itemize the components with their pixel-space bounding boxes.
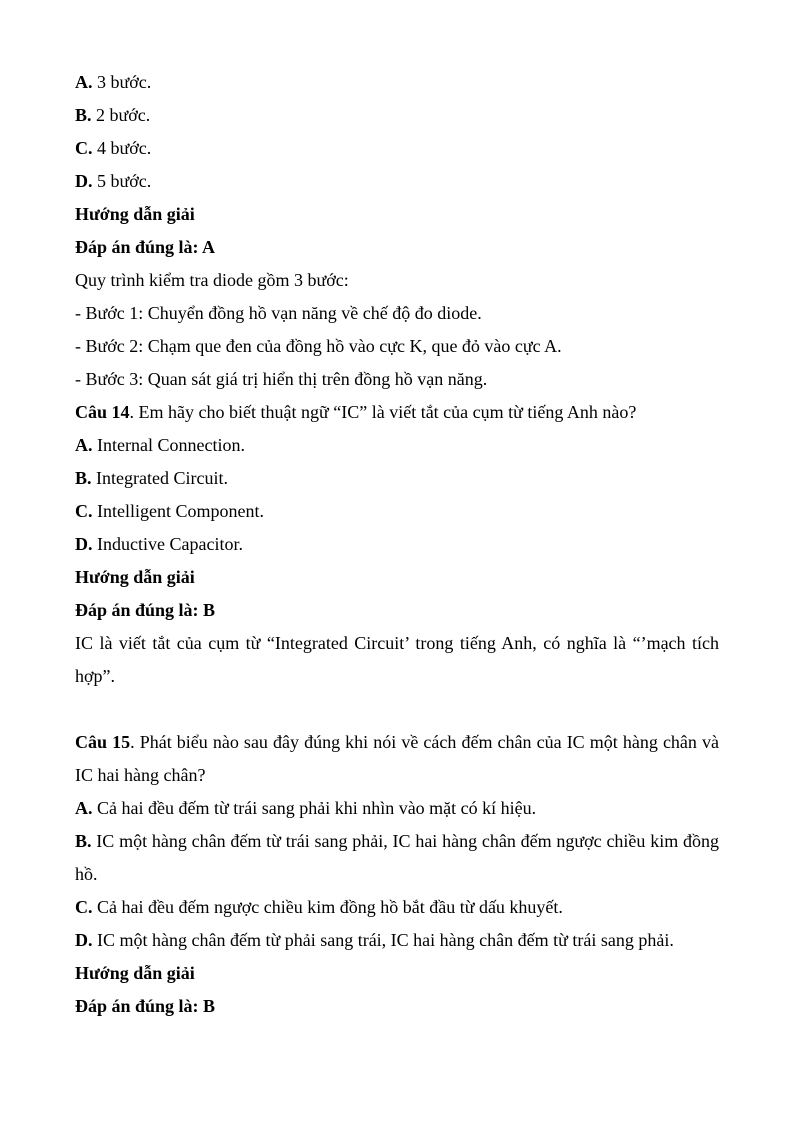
option-d-q13 bbox=[75, 165, 719, 198]
solution-heading-q14 bbox=[75, 561, 719, 594]
correct-answer-q15 bbox=[75, 990, 719, 1023]
heading-text: Hướng dẫn giải bbox=[75, 567, 195, 587]
text-run: - Bước 3: Quan sát giá trị hiển thị trên đồng hồ vạn năng. bbox=[75, 369, 488, 389]
option-b-q14 bbox=[75, 462, 719, 495]
text-run: - Bước 2: Chạm que đen của đồng hồ vào cực K, que đỏ vào cực A. bbox=[75, 336, 562, 356]
explanation-q13-step-1 bbox=[75, 297, 719, 330]
option-letter: B. bbox=[75, 468, 92, 488]
option-letter: A. bbox=[75, 435, 93, 455]
blank-line bbox=[75, 693, 719, 726]
option-text: Internal Connection. bbox=[92, 435, 245, 455]
option-a-q15 bbox=[75, 792, 719, 825]
option-letter: C. bbox=[75, 501, 93, 521]
explanation-q13-step-3 bbox=[75, 363, 719, 396]
correct-answer-q13 bbox=[75, 231, 719, 264]
heading-text: Hướng dẫn giải bbox=[75, 963, 195, 983]
option-letter: B. bbox=[75, 831, 92, 851]
question-text: . Phát biểu nào sau đây đúng khi nói về cách đếm chân của IC một hàng chân và IC hai hàng chân? bbox=[75, 732, 719, 785]
text-run: - Bước 1: Chuyển đồng hồ vạn năng về chế độ đo diode. bbox=[75, 303, 482, 323]
option-text: Integrated Circuit. bbox=[91, 468, 228, 488]
option-b-q13 bbox=[75, 99, 719, 132]
answer-text: Đáp án đúng là: A bbox=[75, 237, 216, 257]
text-run: Quy trình kiểm tra diode gồm 3 bước: bbox=[75, 270, 349, 290]
heading-text: Hướng dẫn giải bbox=[75, 204, 195, 224]
option-c-q15 bbox=[75, 891, 719, 924]
explanation-q13-intro bbox=[75, 264, 719, 297]
option-letter: A. bbox=[75, 72, 93, 92]
option-letter: C. bbox=[75, 897, 93, 917]
answer-text: Đáp án đúng là: B bbox=[75, 996, 216, 1016]
option-text: IC một hàng chân đếm từ phải sang trái, IC hai hàng chân đếm từ trái sang phải. bbox=[92, 930, 674, 950]
option-text: IC một hàng chân đếm từ trái sang phải, IC hai hàng chân đếm ngược chiều kim đồng hồ. bbox=[75, 831, 719, 884]
option-a-q13 bbox=[75, 66, 719, 99]
option-text: Inductive Capacitor. bbox=[92, 534, 243, 554]
option-text: 2 bước. bbox=[91, 105, 151, 125]
option-a-q14 bbox=[75, 429, 719, 462]
question-text: . Em hãy cho biết thuật ngữ “IC” là viết tắt của cụm từ tiếng Anh nào? bbox=[129, 402, 637, 422]
option-d-q15 bbox=[75, 924, 719, 957]
option-c-q14 bbox=[75, 495, 719, 528]
answer-text: Đáp án đúng là: B bbox=[75, 600, 216, 620]
option-b-q15 bbox=[75, 825, 719, 891]
option-text: 3 bước. bbox=[92, 72, 152, 92]
option-letter: A. bbox=[75, 798, 93, 818]
solution-heading-q15 bbox=[75, 957, 719, 990]
option-letter: D. bbox=[75, 930, 93, 950]
question-number: Câu 15 bbox=[75, 732, 131, 752]
option-text: Intelligent Component. bbox=[92, 501, 264, 521]
option-letter: D. bbox=[75, 534, 93, 554]
option-text: Cả hai đều đếm ngược chiều kim đồng hồ bắt đầu từ dấu khuyết. bbox=[92, 897, 563, 917]
option-text: Cả hai đều đếm từ trái sang phải khi nhìn vào mặt có kí hiệu. bbox=[92, 798, 537, 818]
option-text: 4 bước. bbox=[92, 138, 152, 158]
option-letter: D. bbox=[75, 171, 93, 191]
option-text: 5 bước. bbox=[92, 171, 152, 191]
correct-answer-q14 bbox=[75, 594, 719, 627]
question-number: Câu 14 bbox=[75, 402, 130, 422]
solution-heading-q13 bbox=[75, 198, 719, 231]
question-14 bbox=[75, 396, 719, 429]
option-d-q14 bbox=[75, 528, 719, 561]
question-15 bbox=[75, 726, 719, 792]
option-letter: C. bbox=[75, 138, 93, 158]
option-letter: B. bbox=[75, 105, 92, 125]
explanation-q13-step-2 bbox=[75, 330, 719, 363]
text-run: IC là viết tắt của cụm từ “Integrated Circuit’ trong tiếng Anh, có nghĩa là “’mạch tích hợp”. bbox=[75, 633, 719, 686]
option-c-q13 bbox=[75, 132, 719, 165]
explanation-q14 bbox=[75, 627, 719, 693]
